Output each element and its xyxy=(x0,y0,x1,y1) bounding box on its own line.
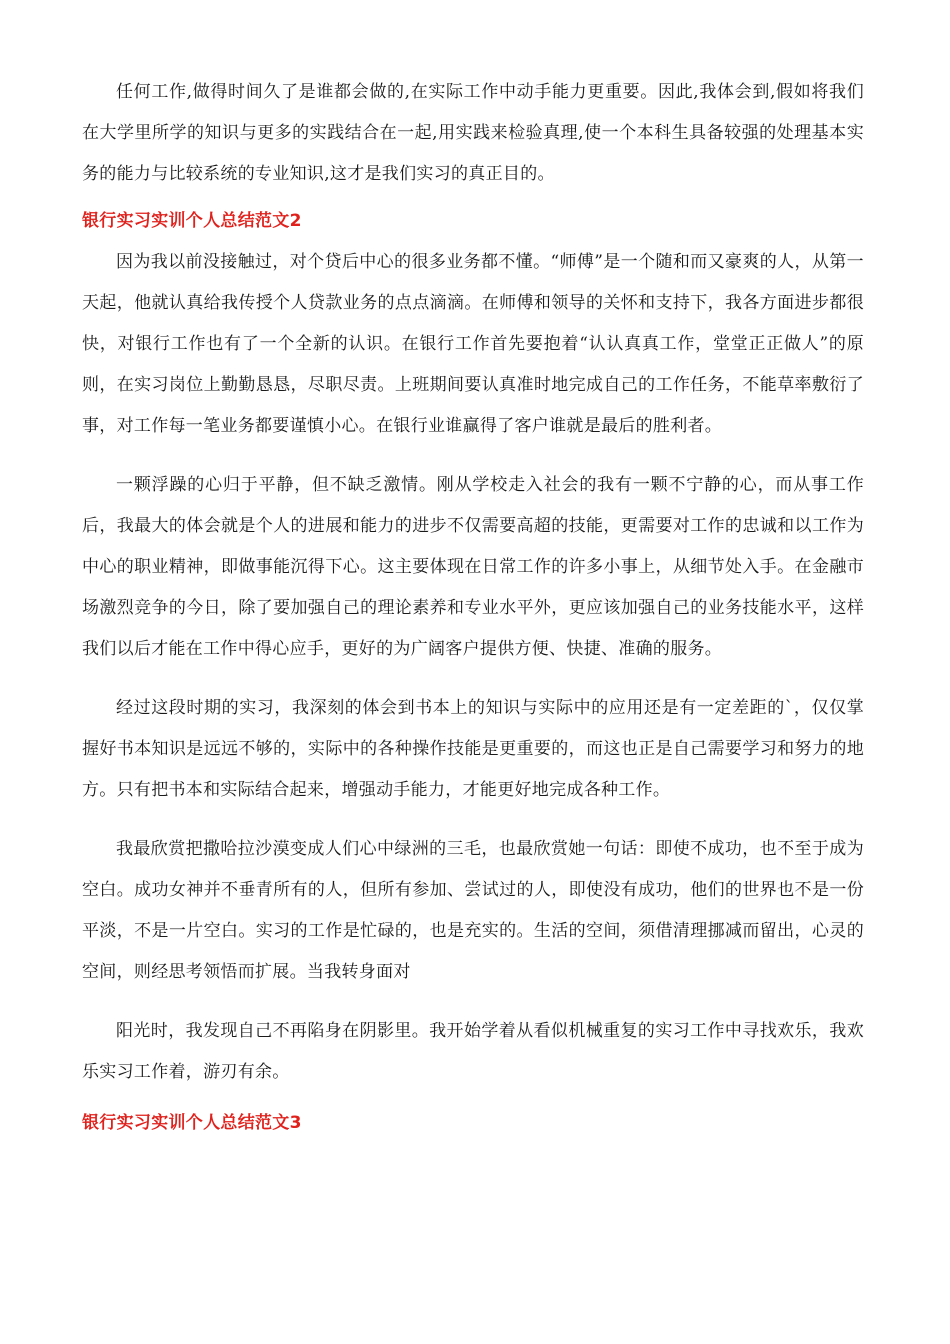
paragraph-practice-ability: 任何工作,做得时间久了是谁都会做的,在实际工作中动手能力更重要。因此,我体会到,假如将我们在大学里所学的知识与更多的实践结合在一起,用实践来检验真理,使一个本科生具备较强的处理基本实务的能力与比较系统的专业知识,这才是我们实习的真正目的。 xyxy=(82,82,864,184)
section-heading-3: 银行实习实训个人总结范文3 xyxy=(82,1113,302,1133)
paragraph-mentor: 因为我以前没接触过，对个贷后中心的很多业务都不懂。“师傅”是一个随和而又豪爽的人，从第一天起，他就认真给我传授个人贷款业务的点点滴滴。在师傅和领导的关怀和支持下，我各方面进步都很快，对银行工作也有了一个全新的认识。在银行工作首先要抱着“认认真真工作，堂堂正正做人”的原则，在实习岗位上勤勤恳恳，尽职尽责。上班期间要认真准时地完成自己的工作任务，不能草率敷衍了事，对工作每一笔业务都要谨慎小心。在银行业谁赢得了客户谁就是最后的胜利者。 xyxy=(82,252,864,436)
paragraph-book-knowledge: 经过这段时期的实习，我深刻的体会到书本上的知识与实际中的应用还是有一定差距的`，仅仅掌握好书本知识是远远不够的，实际中的各种操作技能是更重要的，而这也正是自己需要学习和努力的地方。只有把书本和实际结合起来，增强动手能力，才能更好地完成各种工作。 xyxy=(82,698,864,800)
paragraph-sunshine: 阳光时，我发现自己不再陷身在阴影里。我开始学着从看似机械重复的实习工作中寻找欢乐，我欢乐实习工作着，游刃有余。 xyxy=(82,1021,864,1082)
paragraph-sanmao: 我最欣赏把撒哈拉沙漠变成人们心中绿洲的三毛，也最欣赏她一句话：即使不成功，也不至于成为空白。成功女神并不垂青所有的人，但所有参加、尝试过的人，即使没有成功，他们的世界也不是一份平淡，不是一片空白。实习的工作是忙碌的，也是充实的。生活的空间，须借清理挪减而留出，心灵的空间，则经思考领悟而扩展。当我转身面对 xyxy=(82,839,864,982)
document-page xyxy=(82,72,864,1144)
paragraph-calm-heart: 一颗浮躁的心归于平静，但不缺乏激情。刚从学校走入社会的我有一颗不宁静的心，而从事工作后，我最大的体会就是个人的进展和能力的进步不仅需要高超的技能，更需要对工作的忠诚和以工作为中心的职业精神，即做事能沉得下心。这主要体现在日常工作的许多小事上，从细节处入手。在金融市场激烈竞争的今日，除了要加强自己的理论素养和专业水平外，更应该加强自己的业务技能水平，这样我们以后才能在工作中得心应手，更好的为广阔客户提供方便、快捷、准确的服务。 xyxy=(82,475,864,659)
section-heading-2: 银行实习实训个人总结范文2 xyxy=(82,211,302,231)
